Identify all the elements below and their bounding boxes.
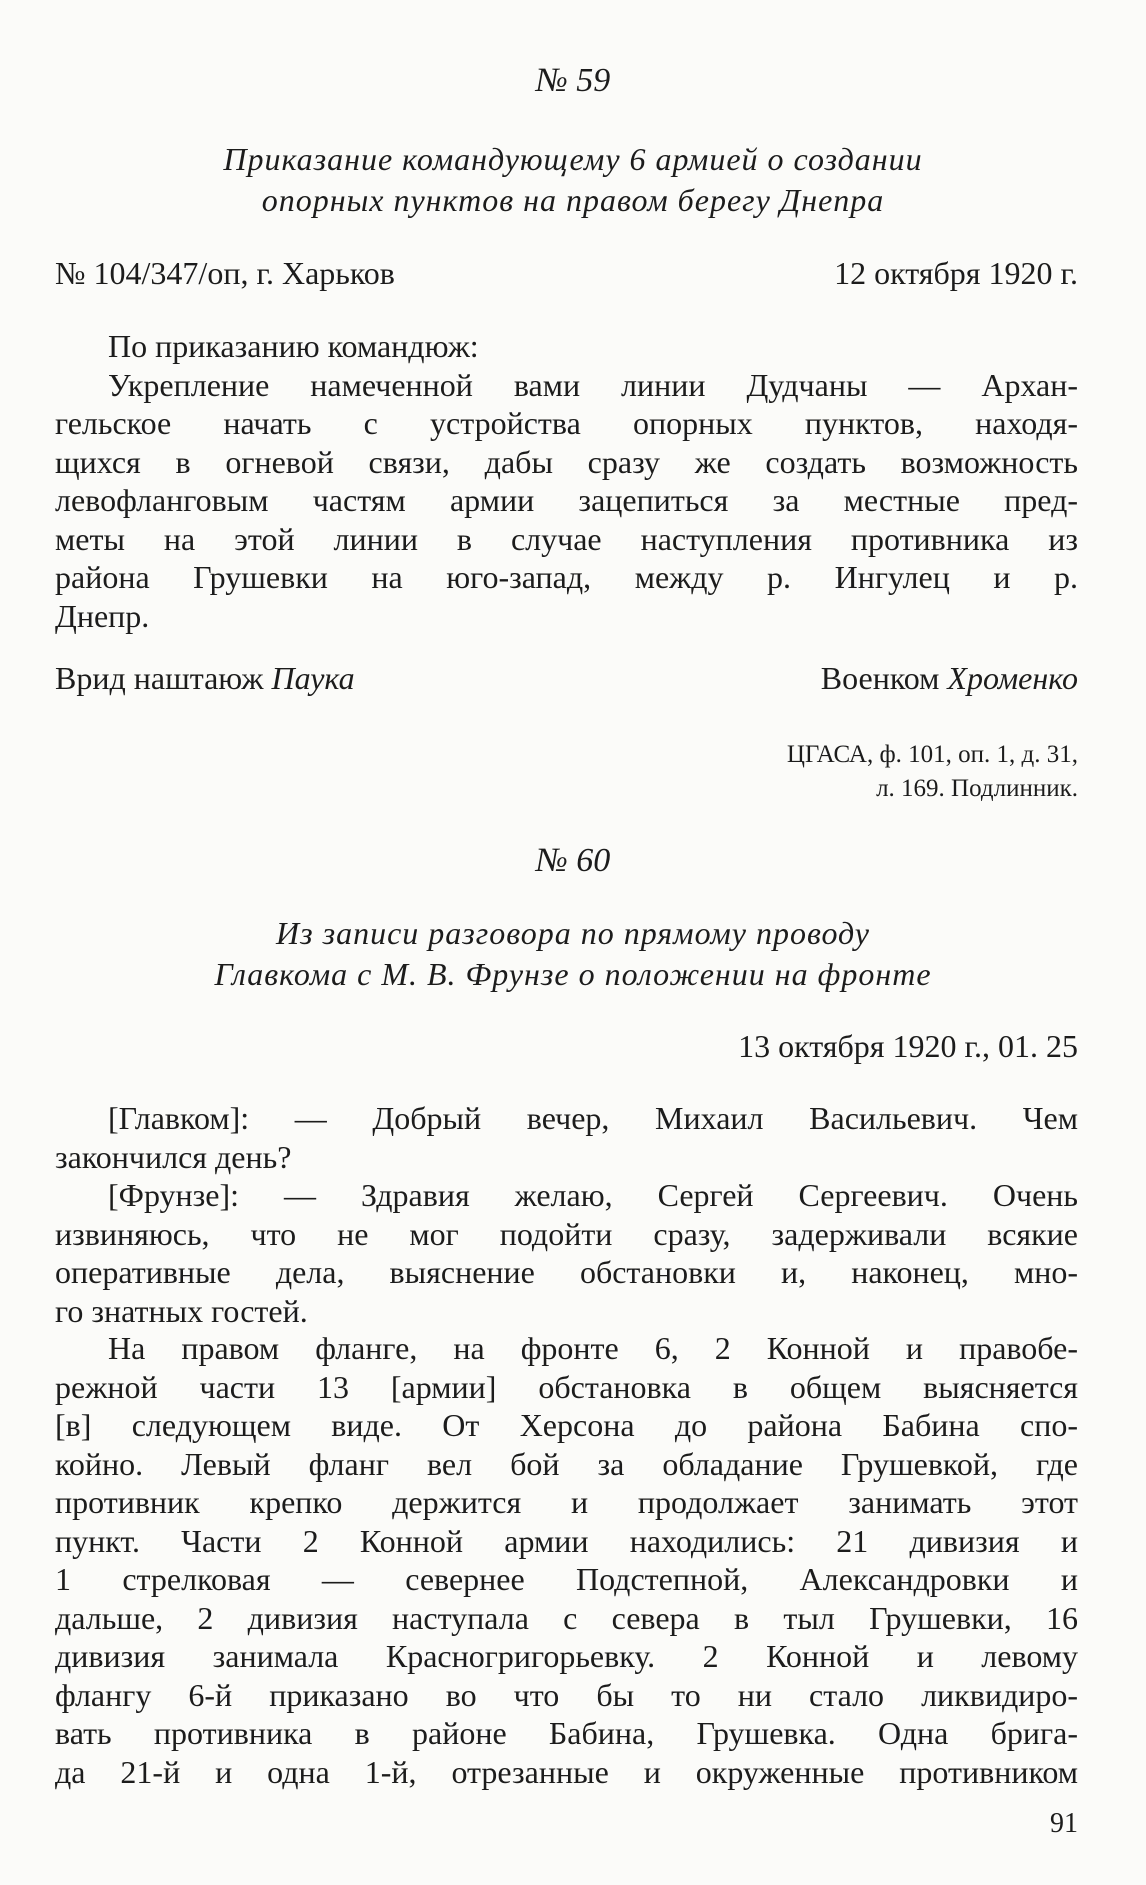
- body-line: оперативные дела, выяснение обстановки и, наконец, мно-: [55, 1254, 1078, 1290]
- signature-name: Хроменко: [947, 660, 1078, 696]
- body-line: 1 стрелковая — севернее Подстепной, Александровки и: [55, 1561, 1078, 1597]
- body-line: закончился день?: [55, 1138, 292, 1175]
- doc60-date: 13 октября 1920 г., 01. 25: [738, 1028, 1078, 1064]
- body-line: койно. Левый фланг вел бой за обладание Грушевкой, где: [55, 1445, 1078, 1482]
- doc59-title-line: Приказание командующему 6 армией о создании: [223, 141, 923, 177]
- signature-role: Врид наштаюж: [55, 660, 264, 696]
- doc60-title: [0, 913, 1146, 995]
- source-line: ЦГАСА, ф. 101, оп. 1, д. 31,: [786, 741, 1078, 768]
- doc60-number: № 60: [535, 842, 611, 879]
- body-line: вать противника в районе Бабина, Грушевка. Одна брига-: [55, 1715, 1078, 1751]
- doc59-date: 12 октября 1920 г.: [834, 255, 1078, 291]
- body-line: [в] следующем виде. От Херсона до района Бабина спо-: [55, 1407, 1078, 1443]
- doc60-title-line: Из записи разговора по прямому проводу: [275, 915, 870, 951]
- doc59-signature-left: [55, 660, 355, 697]
- body-line: На правом фланге, на фронте 6, 2 Конной и правобе-: [108, 1330, 1078, 1366]
- body-line: По приказанию командюж:: [108, 328, 479, 364]
- doc60-paragraph-2: [55, 1176, 1078, 1330]
- body-line: [Фрунзе]: — Здравия желаю, Сергей Сергеевич. Очень: [108, 1177, 1078, 1213]
- doc59-title: [0, 139, 1146, 221]
- body-line: района Грушевки на юго-запад, между р. Ингулец и р.: [55, 559, 1078, 595]
- doc59-body: [55, 327, 1078, 635]
- body-line: левофланговым частям армии зацепиться за местные пред-: [55, 482, 1078, 518]
- body-line: да 21-й и одна 1-й, отрезанные и окруженные противником: [55, 1753, 1078, 1790]
- doc59-reference: № 104/347/оп, г. Харьков: [55, 255, 395, 291]
- doc60-paragraph-3: [55, 1329, 1078, 1791]
- body-line: пункт. Части 2 Конной армии находились: 21 дивизия и: [55, 1522, 1078, 1559]
- body-line: меты на этой линии в случае наступления противника из: [55, 520, 1078, 557]
- doc60-title-line: Главкома с М. В. Фрунзе о положении на фронте: [214, 956, 932, 992]
- doc59-number: № 59: [535, 62, 611, 99]
- doc60-paragraph-1: [55, 1099, 1078, 1176]
- source-line: л. 169. Подлинник.: [876, 775, 1078, 802]
- body-line: дивизия занимала Красногригорьевку. 2 Конной и левому: [55, 1638, 1078, 1674]
- doc59-archive-source: [787, 738, 1078, 806]
- body-line: [Главком]: — Добрый вечер, Михаил Васильевич. Чем: [108, 1100, 1078, 1136]
- page-number: 91: [1050, 1808, 1078, 1839]
- body-line: Укрепление намеченной вами линии Дудчаны — Архан-: [108, 366, 1078, 403]
- signature-role: Военком: [820, 660, 940, 696]
- body-line: дальше, 2 дивизия наступала с севера в тыл Грушевки, 16: [55, 1599, 1078, 1636]
- body-line: извиняюсь, что не мог подойти сразу, задерживали всякие: [55, 1215, 1078, 1252]
- doc59-signature-right: [821, 660, 1078, 697]
- body-line: режной части 13 [армии] обстановка в общем выясняется: [55, 1368, 1078, 1405]
- body-line: гельское начать с устройства опорных пунктов, находя-: [55, 405, 1078, 441]
- body-line: го знатных гостей.: [55, 1292, 308, 1329]
- doc59-title-line: опорных пунктов на правом берегу Днепра: [261, 182, 885, 218]
- body-line: флангу 6-й приказано во что бы то ни стало ликвидиро-: [55, 1676, 1078, 1713]
- body-line: противник крепко держится и продолжает занимать этот: [55, 1484, 1078, 1520]
- body-line: Днепр.: [55, 597, 150, 634]
- signature-name: Паука: [271, 660, 355, 696]
- body-line: щихся в огневой связи, дабы сразу же создать возможность: [55, 443, 1078, 480]
